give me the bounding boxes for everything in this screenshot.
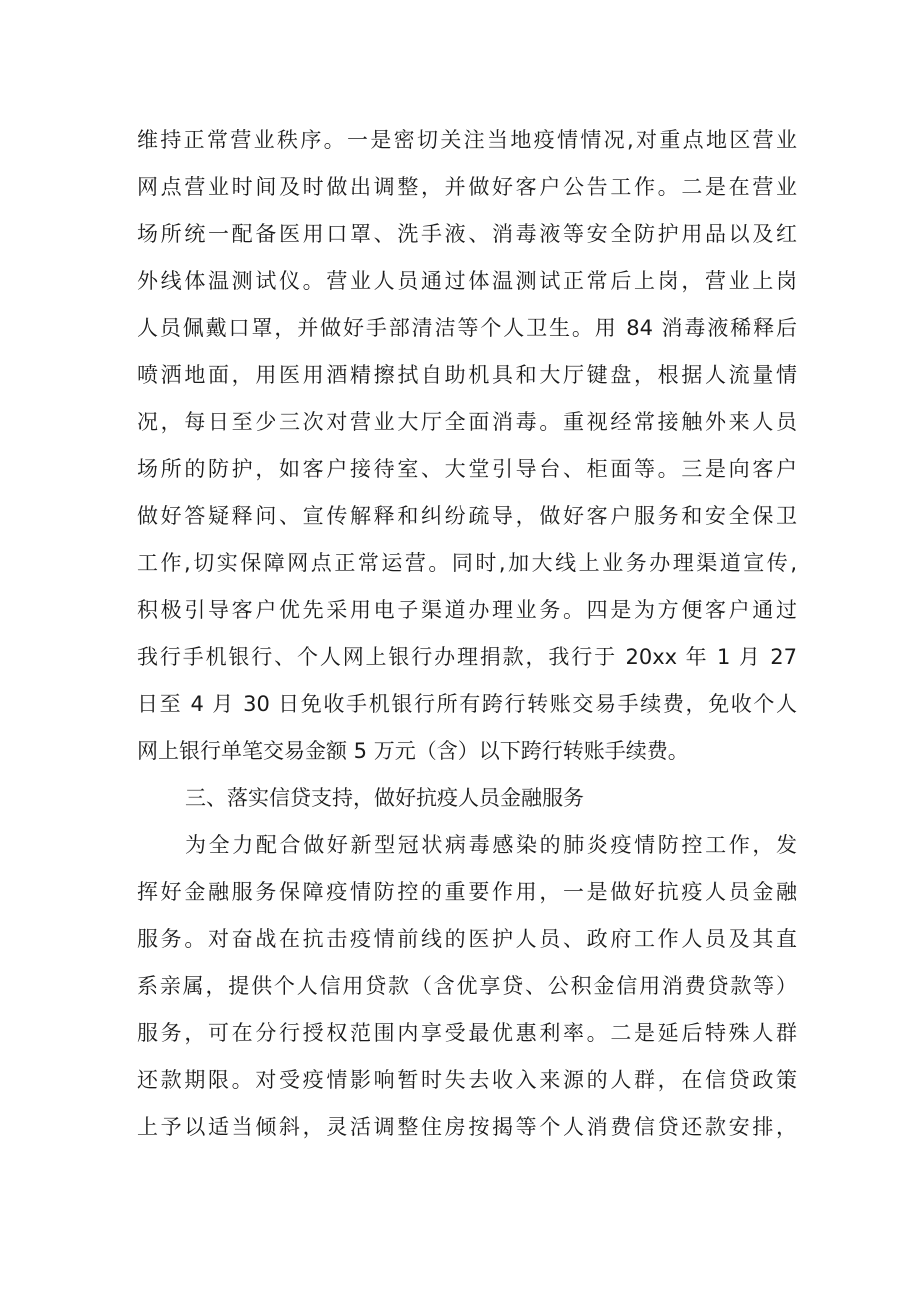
text-line: 做好答疑释问、宣传解释和纠纷疏导，做好客户服务和安全保卫 [137, 504, 797, 528]
text-line: 积极引导客户优先采用电子渠道办理业务。四是为方便客户通过 [137, 598, 797, 622]
text-line: 人员佩戴口罩，并做好手部清洁等个人卫生。用 84 消毒液稀释后 [137, 316, 797, 340]
text-line: 维持正常营业秩序。一是密切关注当地疫情情况,对重点地区营业 [137, 128, 797, 152]
text-line: 日至 4 月 30 日免收手机银行所有跨行转账交易手续费，免收个人 [137, 692, 797, 716]
heading-text: 三、落实信贷支持，做好抗疫人员金融服务 [185, 786, 584, 810]
document-body [137, 117, 797, 1151]
paragraph [137, 117, 797, 775]
text-line: 场所的防护，如客户接待室、大堂引导台、柜面等。三是向客户 [137, 457, 797, 481]
text-line: 况，每日至少三次对营业大厅全面消毒。重视经常接触外来人员 [137, 410, 797, 434]
text-line: 服务，可在分行授权范围内享受最优惠利率。二是延后特殊人群 [137, 1021, 797, 1045]
text-line: 喷洒地面，用医用酒精擦拭自助机具和大厅键盘，根据人流量情 [137, 363, 797, 387]
text-line: 工作,切实保障网点正常运营。同时,加大线上业务办理渠道宣传, [137, 551, 797, 575]
text-line: 挥好金融服务保障疫情防控的重要作用，一是做好抗疫人员金融 [137, 880, 797, 904]
text-line: 网点营业时间及时做出调整，并做好客户公告工作。二是在营业 [137, 175, 797, 199]
text-line: 网上银行单笔交易金额 5 万元（含）以下跨行转账手续费。 [137, 739, 689, 763]
text-line: 为全力配合做好新型冠状病毒感染的肺炎疫情防控工作，发 [185, 833, 797, 857]
text-line: 系亲属，提供个人信用贷款（含优享贷、公积金信用消费贷款等） [137, 974, 797, 998]
section-heading [137, 775, 797, 822]
paragraph [137, 822, 797, 1151]
text-line: 还款期限。对受疫情影响暂时失去收入来源的人群，在信贷政策 [137, 1068, 797, 1092]
text-line: 服务。对奋战在抗击疫情前线的医护人员、政府工作人员及其直 [137, 927, 797, 951]
text-line: 我行手机银行、个人网上银行办理捐款，我行于 20xx 年 1 月 27 [137, 645, 797, 669]
text-line: 场所统一配备医用口罩、洗手液、消毒液等安全防护用品以及红 [137, 222, 797, 246]
text-line: 上予以适当倾斜，灵活调整住房按揭等个人消费信贷还款安排， [137, 1115, 797, 1139]
text-line: 外线体温测试仪。营业人员通过体温测试正常后上岗，营业上岗 [137, 269, 797, 293]
